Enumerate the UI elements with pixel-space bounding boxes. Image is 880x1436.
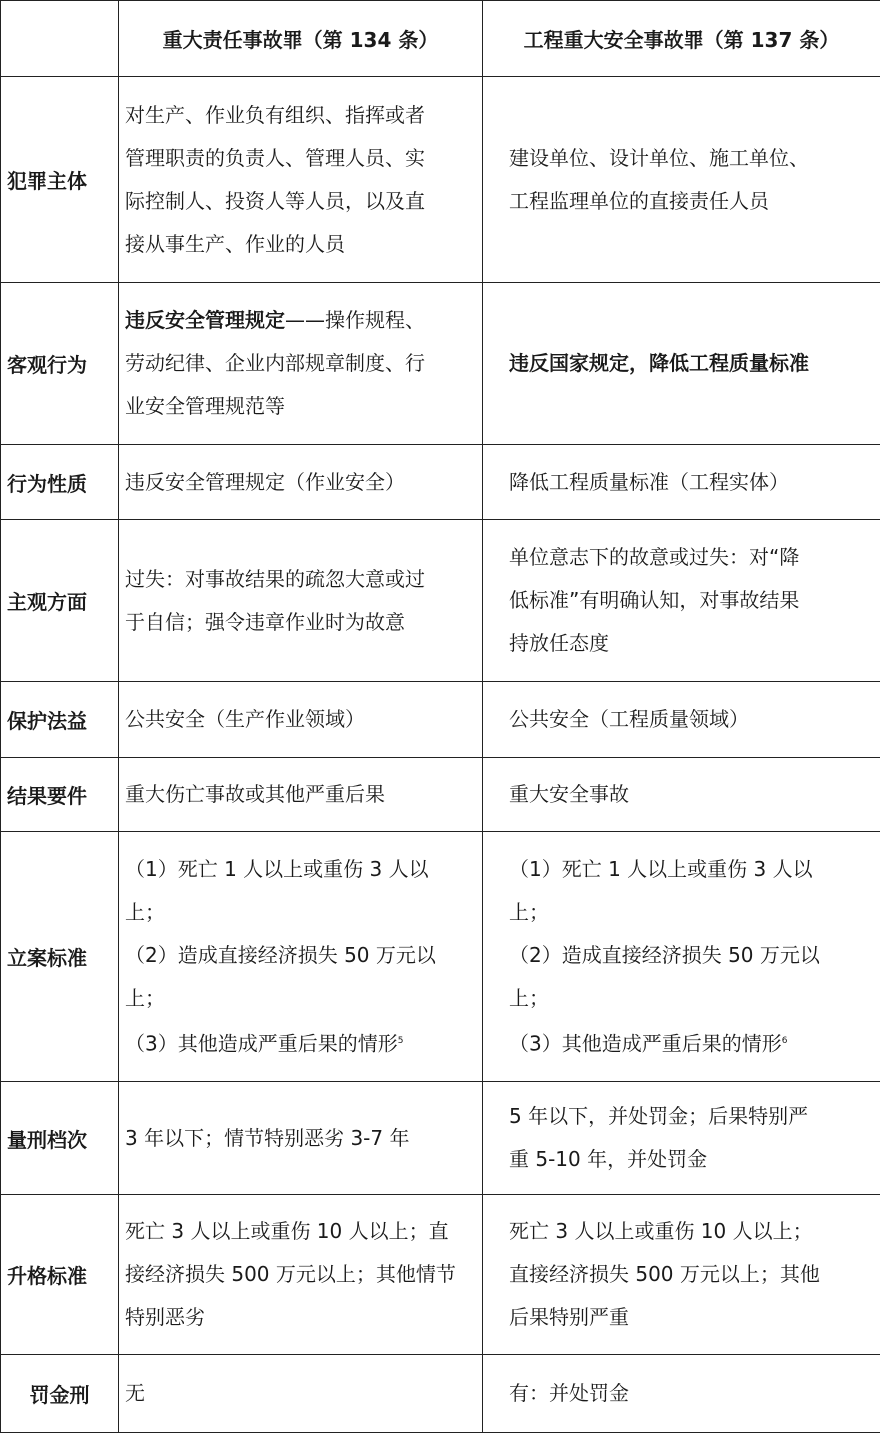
table-row: [1, 1355, 880, 1433]
cell-line: 公共安全（工程质量领域）: [509, 707, 749, 731]
cell-line: 重 5-10 年，并处罚金: [509, 1147, 708, 1171]
table-row: [1, 1082, 880, 1195]
table-row: [1, 758, 880, 832]
row-label: 升格标准: [1, 1195, 119, 1355]
table-row: [1, 77, 880, 283]
cell-line: 工程监理单位的直接责任人员: [509, 188, 769, 213]
table-row: [1, 283, 880, 445]
cell-line: 单位意志下的故意或过失：对“降: [509, 545, 800, 569]
cell-134: [119, 1082, 483, 1195]
cell-137: [483, 283, 880, 445]
cell-137: [483, 1082, 880, 1195]
row-label: 主观方面: [1, 520, 119, 682]
cell-137: [483, 832, 880, 1082]
footnote-ref: 6: [781, 1035, 788, 1046]
cell-line: [125, 299, 476, 342]
cell-line: 上；: [125, 899, 165, 924]
cell-line: 死亡 3 人以上或重伤 10 人以上；直: [125, 1219, 449, 1243]
cell-line: 特别恶劣: [125, 1305, 205, 1329]
cell-line: 上；: [125, 985, 165, 1010]
cell-line: 死亡 3 人以上或重伤 10 人以上；: [509, 1219, 813, 1243]
cell-text: （3）其他造成严重后果的情形: [509, 1031, 782, 1056]
table-row: [1, 520, 880, 682]
cell-line: 违反国家规定，降低工程质量标准: [509, 351, 809, 375]
header-row: [1, 1, 880, 77]
cell-134: [119, 77, 483, 283]
cell-line: 违反安全管理规定（作业安全）: [125, 469, 405, 494]
cell-line: 低标准”有明确认知，对事故结果: [509, 588, 800, 612]
cell-line: 重大安全事故: [509, 782, 629, 806]
cell-134: [119, 832, 483, 1082]
cell-line: 有：并处罚金: [509, 1381, 629, 1405]
cell-line: 管理职责的负责人、管理人员、实: [125, 145, 425, 170]
cell-line: 直接经济损失 500 万元以上；其他: [509, 1262, 820, 1286]
cell-line: 后果特别严重: [509, 1305, 629, 1329]
corner-cell: [1, 1, 119, 77]
cell-line: （1）死亡 1 人以上或重伤 3 人以: [125, 856, 429, 881]
cell-line: [125, 1020, 476, 1066]
cell-137: [483, 1355, 880, 1433]
cell-line: 过失：对事故结果的疏忽大意或过: [125, 566, 425, 591]
cell-137: [483, 682, 880, 758]
cell-line: 上；: [509, 985, 549, 1010]
row-label: 罚金刑: [1, 1355, 119, 1433]
cell-line: 对生产、作业负有组织、指挥或者: [125, 102, 425, 127]
cell-line: 降低工程质量标准（工程实体）: [509, 469, 789, 494]
cell-line: 接经济损失 500 万元以上；其他情节: [125, 1262, 456, 1286]
cell-line: （1）死亡 1 人以上或重伤 3 人以: [509, 856, 813, 881]
cell-line: 于自信；强令违章作业时为故意: [125, 609, 405, 634]
cell-line: 上；: [509, 899, 549, 924]
table-row: [1, 1195, 880, 1355]
cell-134: [119, 1195, 483, 1355]
cell-line: 重大伤亡事故或其他严重后果: [125, 782, 385, 806]
cell-134: [119, 682, 483, 758]
cell-134: [119, 520, 483, 682]
cell-line: [509, 1020, 860, 1066]
cell-line: 持放任态度: [509, 631, 609, 655]
row-label: 立案标准: [1, 832, 119, 1082]
cell-line: 业安全管理规范等: [125, 394, 285, 418]
cell-line: 公共安全（生产作业领域）: [125, 707, 365, 731]
bold-phrase: 违反安全管理规定: [125, 308, 285, 332]
cell-line: 际控制人、投资人等人员，以及直: [125, 188, 425, 213]
column-header-137: 工程重大安全事故罪（第 137 条）: [483, 1, 880, 77]
cell-134: [119, 445, 483, 520]
row-label: 保护法益: [1, 682, 119, 758]
cell-137: [483, 1195, 880, 1355]
cell-line: 劳动纪律、企业内部规章制度、行: [125, 351, 425, 375]
cell-134: [119, 283, 483, 445]
cell-line: （2）造成直接经济损失 50 万元以: [125, 942, 436, 967]
footnote-ref: 5: [397, 1035, 404, 1046]
cell-137: [483, 520, 880, 682]
cell-134: [119, 758, 483, 832]
cell-line: 接从事生产、作业的人员: [125, 231, 345, 256]
row-label: 行为性质: [1, 445, 119, 520]
cell-line: 无: [125, 1381, 145, 1405]
cell-137: [483, 77, 880, 283]
table-row: [1, 682, 880, 758]
row-label: 结果要件: [1, 758, 119, 832]
cell-137: [483, 445, 880, 520]
cell-line: 3 年以下；情节特别恶劣 3-7 年: [125, 1125, 410, 1150]
cell-137: [483, 758, 880, 832]
cell-134: [119, 1355, 483, 1433]
table-row: [1, 832, 880, 1082]
cell-text: ——操作规程、: [285, 308, 425, 332]
column-header-134: 重大责任事故罪（第 134 条）: [119, 1, 483, 77]
row-label: 量刑档次: [1, 1082, 119, 1195]
row-label: 客观行为: [1, 283, 119, 445]
row-label: 犯罪主体: [1, 77, 119, 283]
cell-text: （3）其他造成严重后果的情形: [125, 1031, 398, 1056]
table-row: [1, 445, 880, 520]
cell-line: 建设单位、设计单位、施工单位、: [509, 145, 809, 170]
cell-line: 5 年以下，并处罚金；后果特别严: [509, 1104, 809, 1128]
cell-line: （2）造成直接经济损失 50 万元以: [509, 942, 820, 967]
